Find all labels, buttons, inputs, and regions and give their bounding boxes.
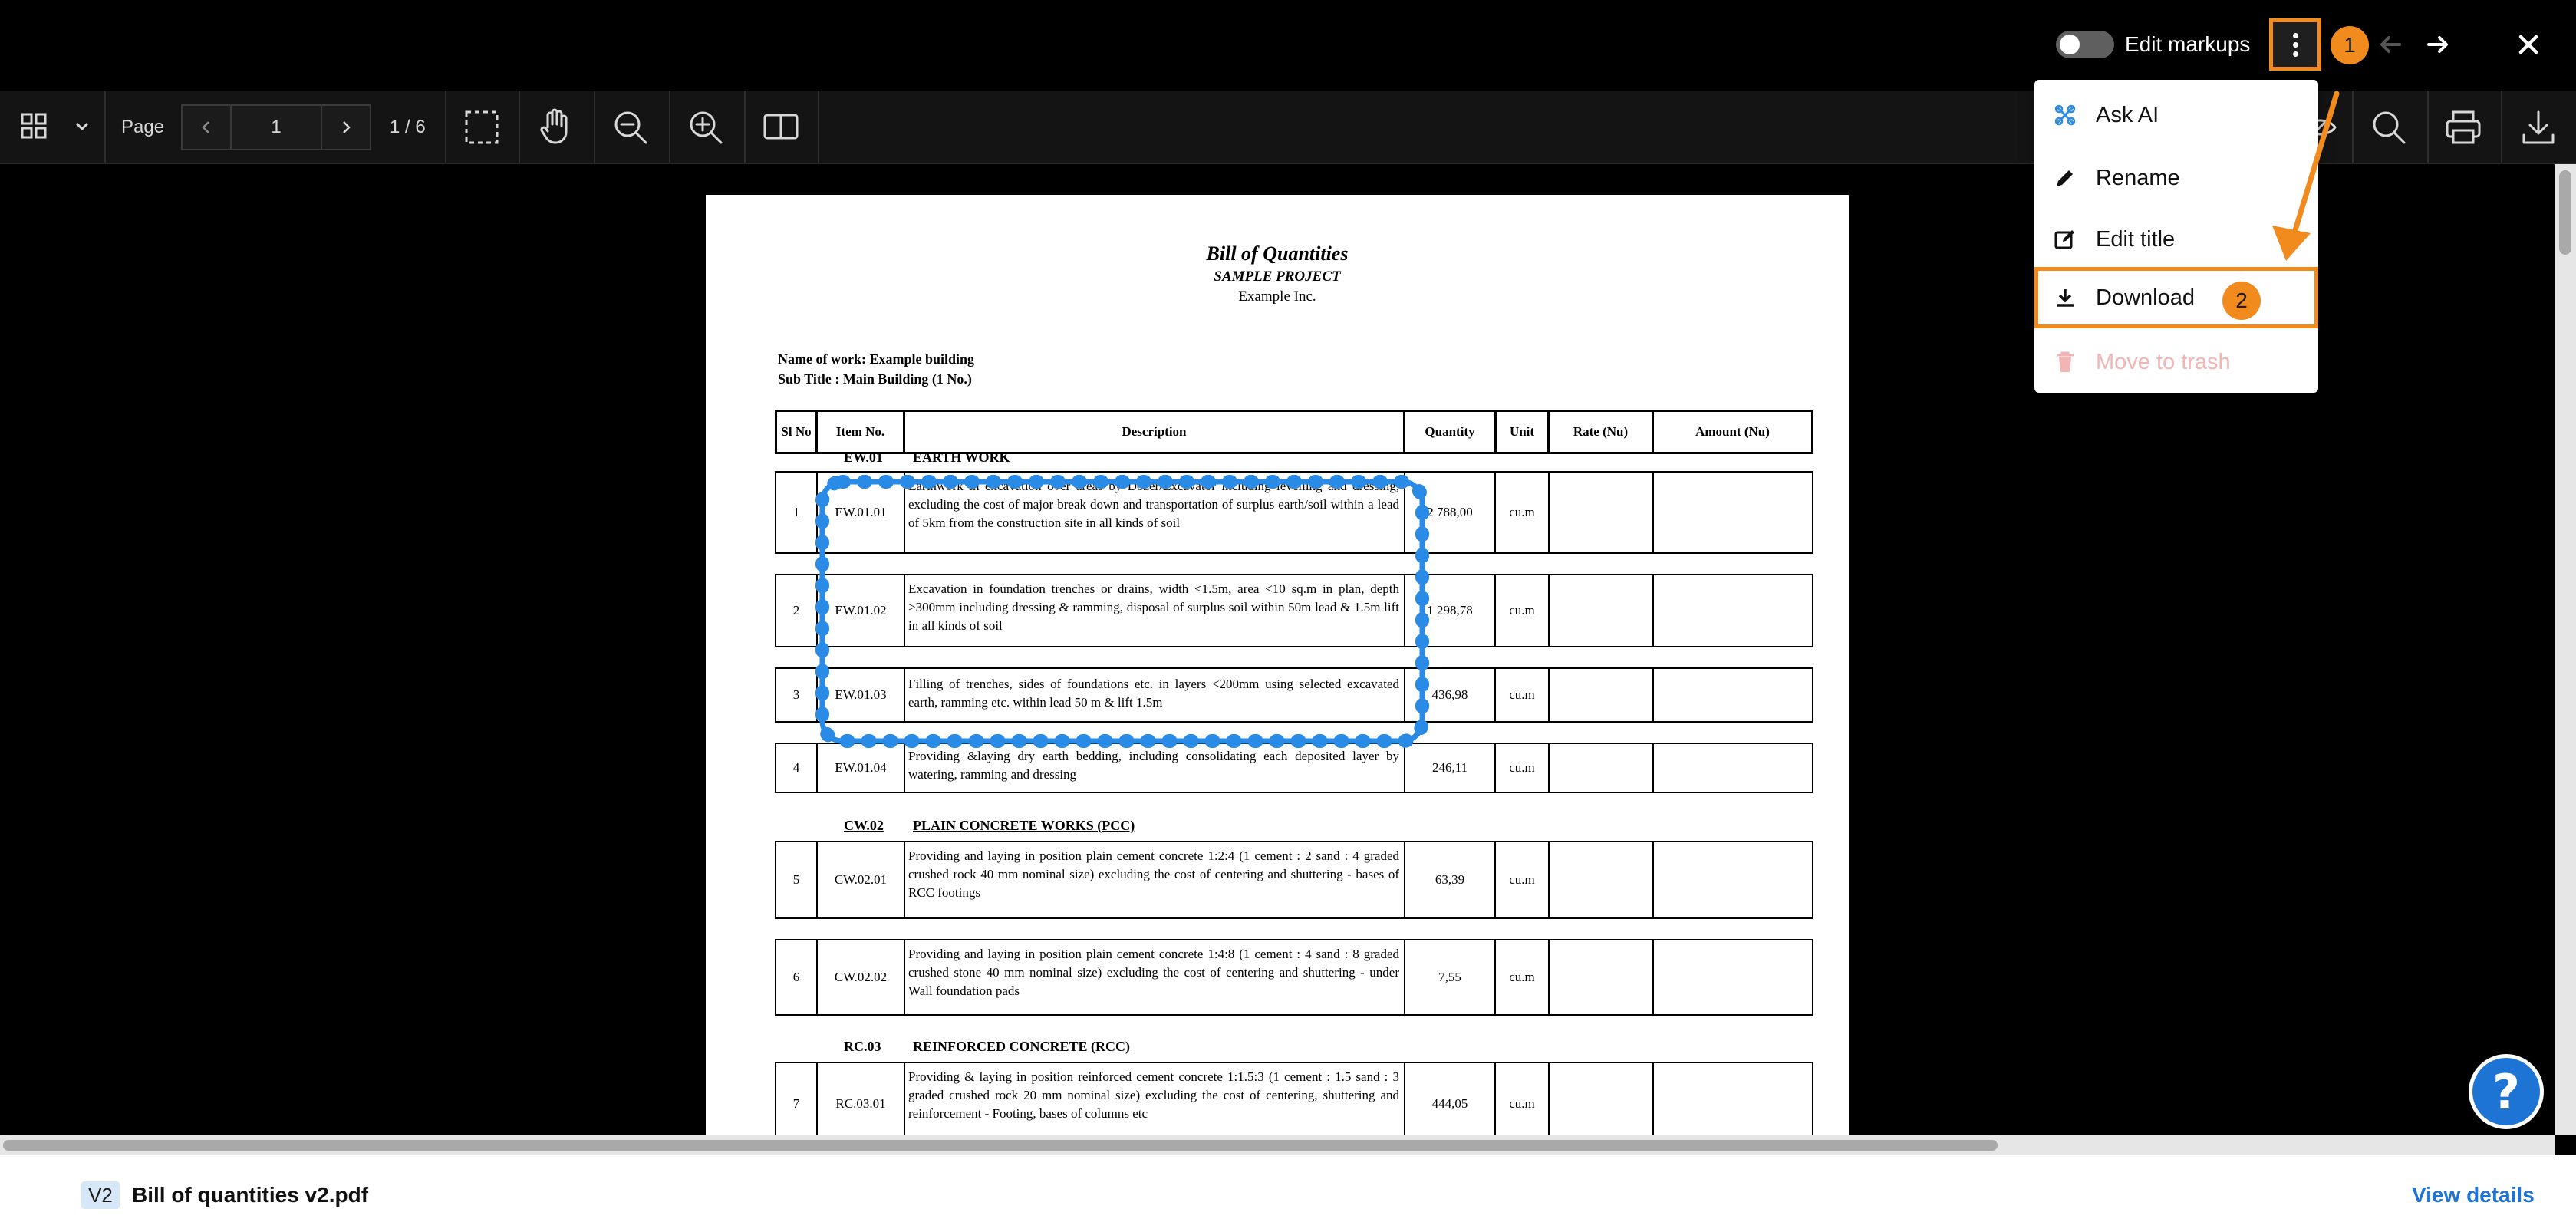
row-description: Excavation in foundation trenches or drains, width <1.5m, area <10 sq.m in plan, depth >300mm including dressing & ramming, disposal of surplus soil within 50m lead & 1.5m lift in all kinds of soil <box>908 581 1399 633</box>
more-options-menu <box>2034 80 2318 393</box>
help-button[interactable]: ? <box>2469 1054 2544 1129</box>
header-unit: Unit <box>1494 410 1550 454</box>
pdf-page <box>706 195 1849 1135</box>
row-quantity: 246,11 <box>1431 760 1468 775</box>
row-amount <box>1652 667 1813 723</box>
row-quantity: 7,55 <box>1438 970 1461 984</box>
edit-markups-toggle[interactable] <box>2056 31 2114 58</box>
view-details-link[interactable]: View details <box>2412 1183 2535 1207</box>
section-name: EARTH WORK <box>913 450 1010 465</box>
name-of-work: Name of work: Example building <box>778 351 975 367</box>
row-unit: cu.m <box>1509 687 1535 702</box>
top-bar <box>0 0 2576 91</box>
step-badge-1: 1 <box>2331 26 2369 64</box>
row-rate <box>1548 574 1654 647</box>
row-sl: 3 <box>792 687 800 702</box>
row-unit: cu.m <box>1509 1096 1535 1111</box>
row-unit: cu.m <box>1509 603 1535 618</box>
document-project: SAMPLE PROJECT <box>1214 268 1341 285</box>
zoom-in-icon <box>687 109 724 146</box>
step-badge-2: 2 <box>2222 282 2261 320</box>
row-quantity: 2 788,00 <box>1427 505 1473 519</box>
menu-item-label: Ask AI <box>2096 102 2159 127</box>
marquee-select-icon <box>463 109 500 146</box>
row-unit: cu.m <box>1509 970 1535 984</box>
row-rate <box>1548 667 1654 723</box>
chevron-right-icon <box>338 120 354 135</box>
two-page-icon <box>763 112 799 143</box>
header-sl-no: Sl No <box>775 410 818 454</box>
row-unit: cu.m <box>1509 760 1535 775</box>
zoom-out-button[interactable] <box>612 109 649 146</box>
row-quantity: 63,39 <box>1435 872 1465 887</box>
chevron-down-icon <box>74 118 91 135</box>
toolbar-divider <box>445 91 446 164</box>
next-page-button[interactable] <box>321 104 371 150</box>
previous-file-button[interactable] <box>2377 31 2404 62</box>
row-amount <box>1652 939 1813 1016</box>
row-rate <box>1548 1062 1654 1135</box>
menu-item-edit-title[interactable] <box>2034 209 2318 270</box>
row-quantity: 444,05 <box>1431 1096 1468 1111</box>
menu-item-label: Move to trash <box>2096 349 2231 374</box>
row-item-no: CW.02.02 <box>834 970 888 984</box>
next-file-button[interactable] <box>2424 31 2452 62</box>
zoom-out-icon <box>612 109 649 146</box>
row-amount <box>1652 471 1813 554</box>
row-unit: cu.m <box>1509 505 1535 519</box>
page-number-input[interactable]: 1 <box>230 104 322 150</box>
vertical-scrollbar[interactable] <box>2555 164 2576 1135</box>
previous-page-button[interactable] <box>181 104 232 150</box>
row-rate <box>1548 471 1654 554</box>
more-options-button[interactable] <box>2269 18 2321 71</box>
menu-item-label: Download <box>2096 285 2195 310</box>
zoom-in-button[interactable] <box>687 109 724 146</box>
grid-icon <box>20 112 48 140</box>
row-amount <box>1652 743 1813 793</box>
row-sl: 6 <box>792 970 800 984</box>
row-description: Providing &laying dry earth bedding, including consolidating each deposited layer by watering, ramming and dressing <box>908 749 1399 782</box>
row-rate <box>1548 939 1654 1016</box>
version-badge: V2 <box>81 1181 120 1209</box>
row-item-no: EW.01.03 <box>835 687 887 702</box>
trash-icon <box>2053 350 2077 374</box>
page-count: 1 / 6 <box>390 117 426 137</box>
row-amount <box>1652 574 1813 647</box>
menu-item-label: Edit title <box>2096 226 2176 252</box>
section-code: EW.01 <box>844 450 883 465</box>
row-amount <box>1652 1062 1813 1135</box>
page-layout-button[interactable] <box>763 112 799 143</box>
menu-item-move-to-trash <box>2034 331 2318 393</box>
toolbar-divider <box>744 91 746 164</box>
document-title: Bill of Quantities <box>1206 242 1349 265</box>
header-quantity: Quantity <box>1403 410 1497 454</box>
toolbar-divider <box>2352 91 2354 164</box>
toolbar-divider <box>818 91 819 164</box>
kebab-icon <box>2293 33 2298 57</box>
file-name: Bill of quantities v2.pdf <box>132 1183 369 1207</box>
thumbnails-button[interactable] <box>20 112 48 140</box>
row-description: Filling of trenches, sides of foundations etc. in layers <200mm using selected excavated earth, ramming etc. within lead 50 m & lift 1.5m <box>908 677 1399 710</box>
sub-title: Sub Title : Main Building (1 No.) <box>778 371 972 387</box>
horizontal-scrollbar[interactable] <box>0 1135 2555 1155</box>
edit-title-icon <box>2053 227 2077 252</box>
row-sl: 1 <box>792 505 800 519</box>
toolbar-divider <box>104 91 106 164</box>
section-code: RC.03 <box>844 1039 881 1054</box>
pan-tool-button[interactable] <box>537 107 574 146</box>
menu-item-ask-ai[interactable] <box>2034 84 2318 146</box>
search-icon <box>2370 109 2407 146</box>
download-icon <box>2053 285 2077 310</box>
file-footer <box>0 1155 2576 1232</box>
ask-ai-icon <box>2053 103 2077 127</box>
close-icon <box>2513 29 2544 60</box>
section-name: REINFORCED CONCRETE (RCC) <box>913 1039 1131 1054</box>
row-description: Providing and laying in position plain cement concrete 1:2:4 (1 cement : 2 sand : 4 graded crushed rock 40 mm nominal size) excluding the cost of centering and shuttering - bases of RCC footings <box>908 848 1399 900</box>
arrow-right-icon <box>2424 31 2452 58</box>
header-description: Description <box>903 410 1405 454</box>
toggle-knob <box>2060 35 2080 54</box>
hand-icon <box>537 107 574 146</box>
row-item-no: CW.02.01 <box>834 872 888 887</box>
header-amount: Amount (Nu) <box>1652 410 1813 454</box>
toolbar-divider <box>594 91 595 164</box>
pencil-icon <box>2053 166 2077 190</box>
row-description: Providing and laying in position plain cement concrete 1:4:8 (1 cement : 4 sand : 8 graded crushed stone 40 mm nominal size) excluding the cost of centering and shuttering - under Wall foundation pads <box>908 947 1399 998</box>
menu-item-label: Rename <box>2096 165 2180 190</box>
toolbar-divider <box>2501 91 2502 164</box>
row-item-no: RC.03.01 <box>835 1096 886 1111</box>
row-quantity: 436,98 <box>1431 687 1468 702</box>
row-description: Earthwork in excavation over areas by Dozer/Excavator including levelling and dressing, excluding the cost of major break down and transportation of surplus earth/soil within a lead of 5km from the construction site in all kinds of soil <box>908 479 1399 530</box>
thumbnails-dropdown-button[interactable] <box>74 118 91 135</box>
row-item-no: EW.01.02 <box>835 603 887 618</box>
arrow-left-icon <box>2377 31 2404 58</box>
toolbar-divider <box>519 91 520 164</box>
printer-icon <box>2444 109 2482 146</box>
select-area-button[interactable] <box>463 109 500 146</box>
search-button[interactable] <box>2370 109 2407 146</box>
close-viewer-button[interactable] <box>2513 29 2544 64</box>
chevron-left-icon <box>199 120 214 135</box>
toolbar-divider <box>669 91 670 164</box>
row-sl: 7 <box>792 1096 800 1111</box>
row-quantity: 1 298,78 <box>1427 603 1473 618</box>
row-item-no: EW.01.01 <box>835 505 887 519</box>
print-button[interactable] <box>2444 109 2482 146</box>
scrollbar-thumb[interactable] <box>3 1140 1998 1151</box>
row-amount <box>1652 841 1813 919</box>
toolbar-divider <box>2427 91 2429 164</box>
row-sl: 2 <box>792 603 800 618</box>
menu-item-rename[interactable] <box>2034 147 2318 209</box>
header-rate: Rate (Nu) <box>1547 410 1654 454</box>
document-company: Example Inc. <box>1238 288 1316 305</box>
download-icon <box>2521 109 2556 146</box>
row-sl: 4 <box>792 760 800 775</box>
row-item-no: EW.01.04 <box>835 760 887 775</box>
section-code: CW.02 <box>844 818 884 833</box>
row-description: Providing & laying in position reinforced cement concrete 1:1.5:3 (1 cement : 1.5 sand : 3 graded crushed rock 20 mm nominal size) excluding the cost of centering, shuttering and reinforcement - Footing, bases of columns etc <box>908 1069 1399 1121</box>
row-rate <box>1548 743 1654 793</box>
edit-markups-label: Edit markups <box>2125 32 2251 56</box>
page-label: Page <box>121 117 165 137</box>
row-sl: 5 <box>792 872 800 887</box>
header-item-no: Item No. <box>815 410 905 454</box>
menu-item-download[interactable] <box>2034 267 2318 328</box>
row-unit: cu.m <box>1509 872 1535 887</box>
download-toolbar-button[interactable] <box>2521 109 2556 146</box>
row-rate <box>1548 841 1654 919</box>
section-name: PLAIN CONCRETE WORKS (PCC) <box>913 818 1135 833</box>
scrollbar-thumb[interactable] <box>2559 170 2571 255</box>
